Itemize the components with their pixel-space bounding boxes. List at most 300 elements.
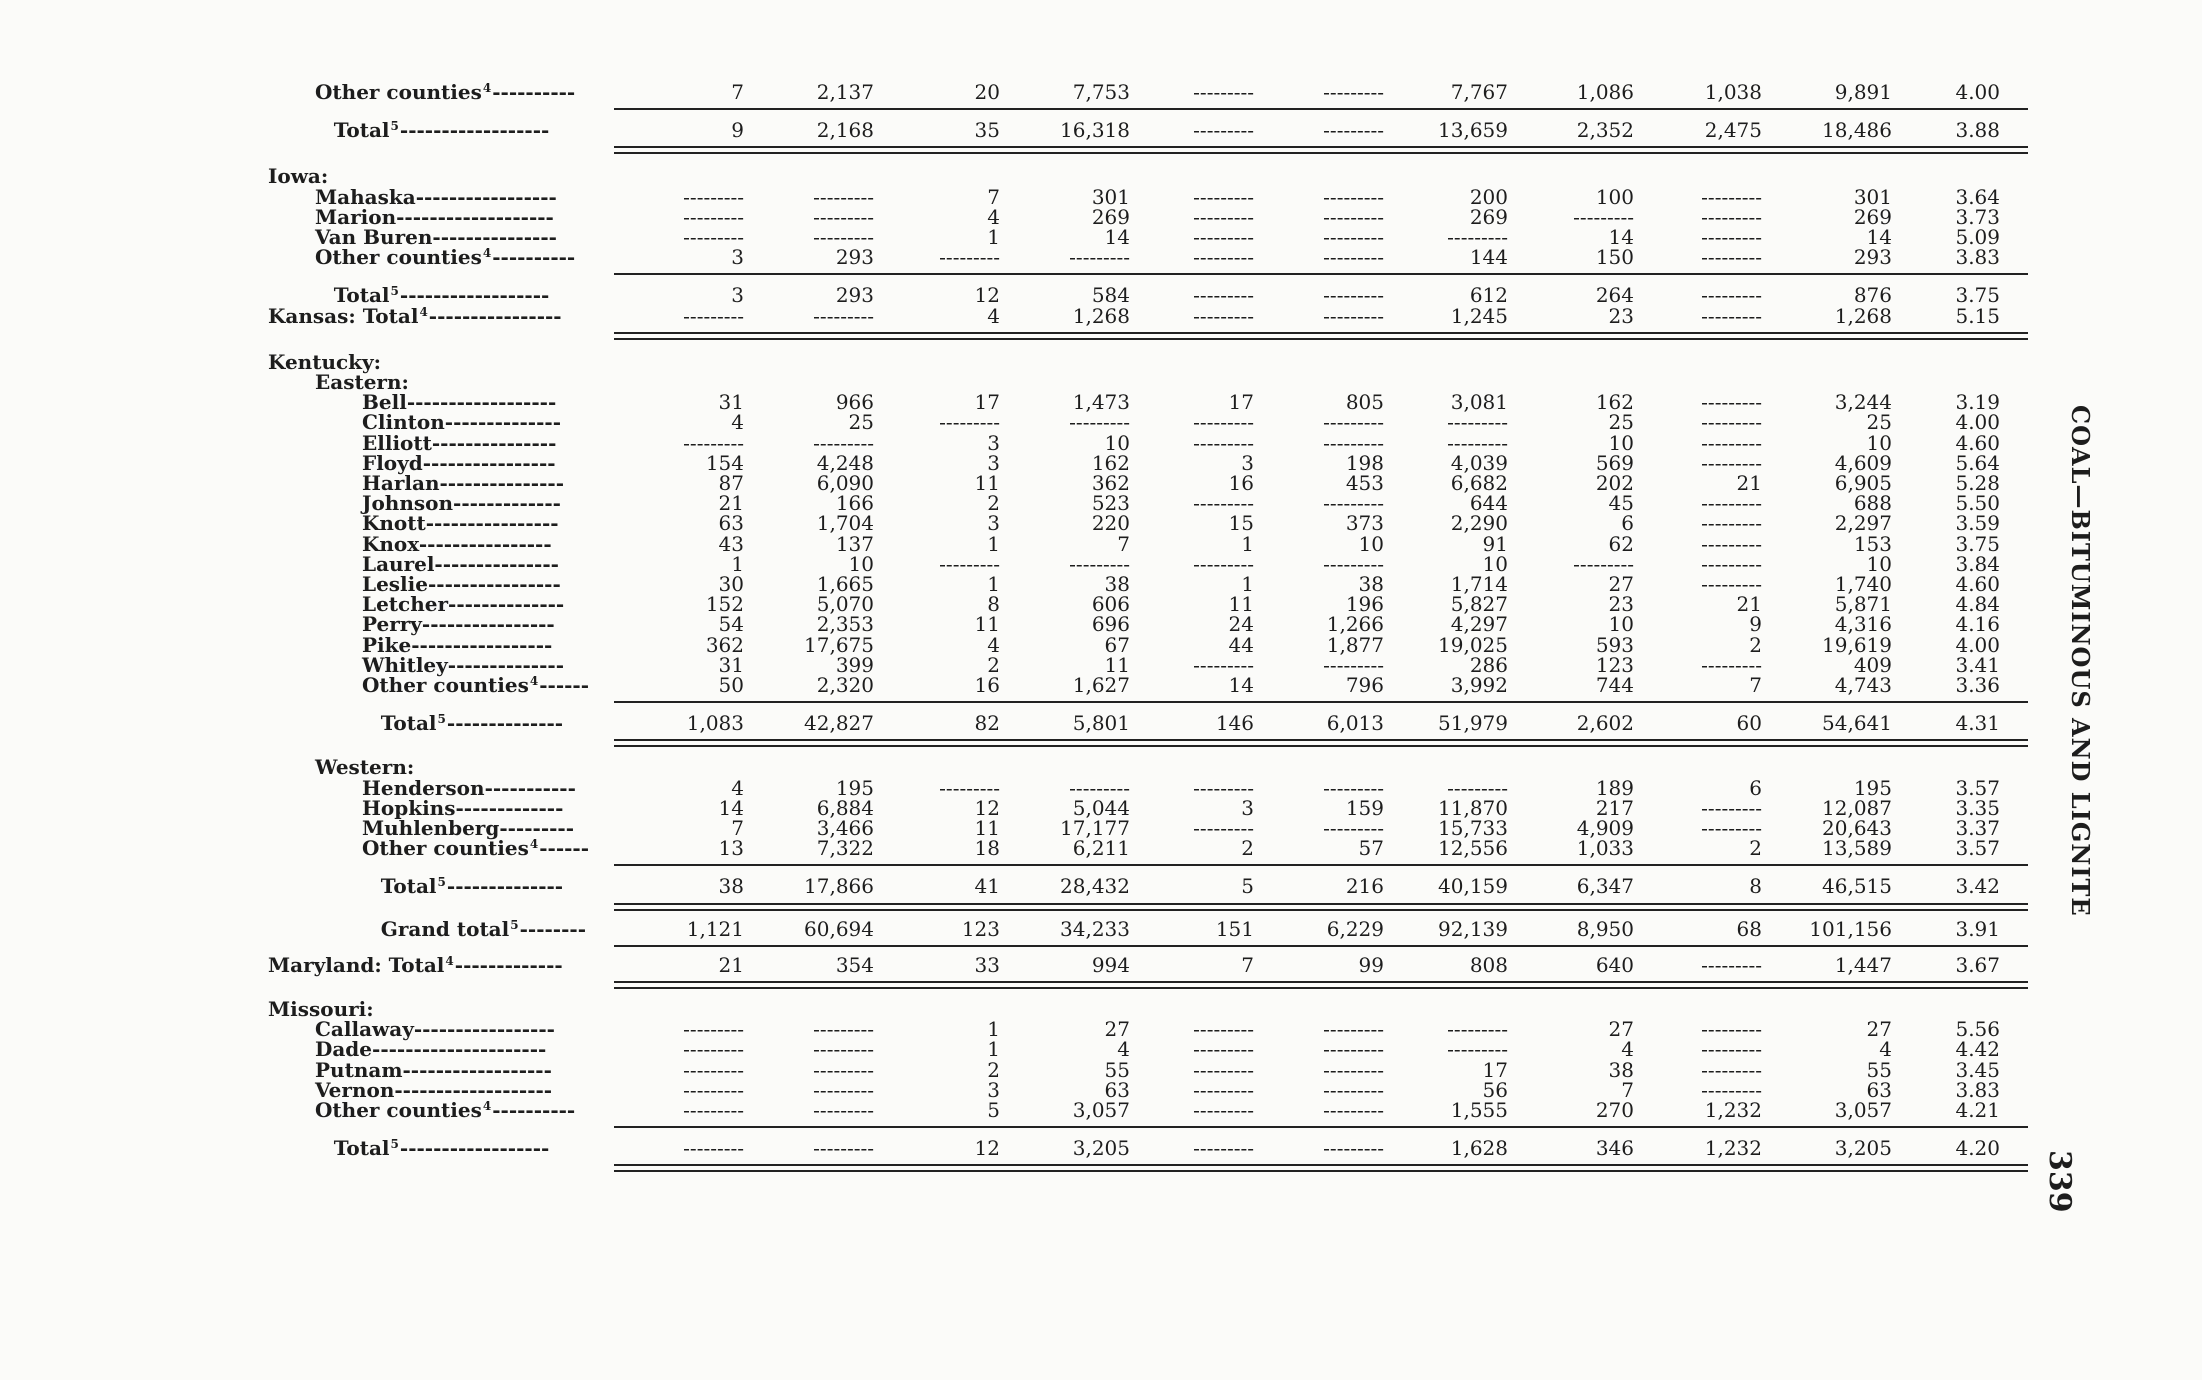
table-cell: --------- — [1193, 410, 1254, 435]
table-cell: 1,038 — [1704, 80, 1762, 104]
row-label — [315, 1017, 555, 1042]
double-rule — [614, 1164, 2028, 1166]
table-cell: 1,740 — [1834, 572, 1892, 596]
table-cell: 4 — [1879, 1037, 1892, 1062]
table-cell: 7,322 — [816, 836, 874, 861]
table-cell: 3.41 — [1955, 652, 2000, 677]
table-cell: 33 — [974, 952, 1000, 977]
table-cell: --------- — [683, 430, 744, 455]
leader-dots: ------ — [539, 836, 590, 861]
table-cell: 18 — [974, 836, 1000, 861]
table-cell: 3.75 — [1955, 531, 2000, 556]
table-cell: --------- — [1701, 204, 1762, 229]
row-label — [380, 916, 586, 942]
table-cell: 3.83 — [1955, 245, 2000, 270]
leader-dots: ------------------ — [399, 118, 550, 143]
row-label — [381, 713, 563, 736]
table-cell: 91 — [1482, 531, 1508, 556]
table-cell: 27 — [1608, 572, 1634, 596]
table-cell: --------- — [1193, 225, 1254, 249]
table-cell: 7 — [731, 816, 744, 840]
table-cell: 4.60 — [1955, 572, 2000, 596]
table-cell: 3.64 — [1955, 184, 2000, 209]
leader-dots: --------------- — [439, 471, 565, 495]
table-cell: 5.64 — [1955, 450, 2000, 475]
table-cell: --------- — [1323, 1077, 1384, 1102]
table-cell: 606 — [1091, 592, 1130, 617]
row-label-text: Bell — [362, 390, 407, 415]
table-cell: 7,767 — [1450, 80, 1508, 104]
table-cell: --------- — [1447, 410, 1508, 435]
table-cell: 4,909 — [1576, 816, 1634, 840]
table-cell: 5.28 — [1955, 471, 2000, 495]
table-cell: 21 — [1736, 592, 1762, 617]
table-cell: 3.42 — [1955, 874, 2000, 899]
table-cell: 3.59 — [1955, 511, 2000, 536]
table-cell: --------- — [813, 184, 874, 209]
table-cell: --------- — [1701, 450, 1762, 475]
leader-dots: ------------------- — [396, 204, 554, 229]
table-cell: 153 — [1853, 531, 1892, 556]
table-cell: 5 — [1241, 874, 1254, 899]
row-label — [315, 227, 557, 247]
table-cell: 195 — [835, 775, 874, 800]
table-cell: 11 — [974, 612, 1000, 637]
table-cell: 593 — [1595, 632, 1634, 657]
row-label-text: Other counties — [362, 836, 529, 861]
table-cell: 3 — [987, 1077, 1000, 1102]
table-cell: --------- — [939, 410, 1000, 435]
table-cell: 13,659 — [1438, 118, 1508, 143]
table-cell: --------- — [1193, 283, 1254, 308]
table-cell: 2,353 — [816, 612, 874, 637]
table-cell: 14 — [718, 795, 744, 820]
table-cell: --------- — [683, 225, 744, 249]
row-label-text: Dade — [315, 1037, 373, 1062]
table-cell: 5.15 — [1955, 303, 2000, 328]
table-cell: 9 — [1749, 612, 1762, 637]
table-cell: 2 — [1749, 836, 1762, 861]
table-cell: --------- — [1193, 204, 1254, 229]
table-cell: --------- — [1193, 1098, 1254, 1122]
footnote-marker: 5 — [390, 119, 399, 134]
table-cell: --------- — [1701, 572, 1762, 596]
table-cell: 3,992 — [1450, 673, 1508, 697]
table-cell: 123 — [961, 916, 1000, 941]
table-cell: 25 — [848, 410, 874, 435]
table-cell: 2 — [987, 491, 1000, 516]
table-cell: --------- — [1701, 952, 1762, 977]
table-cell: 196 — [1345, 592, 1384, 617]
row-label-text: Iowa: — [268, 164, 329, 189]
table-cell: --------- — [813, 1077, 874, 1102]
table-cell: 269 — [1091, 204, 1130, 229]
table-cell: 137 — [835, 531, 874, 556]
leader-dots: -------------- — [447, 652, 564, 677]
table-cell: 51,979 — [1438, 711, 1508, 736]
table-cell: 1 — [1241, 531, 1254, 556]
footnote-marker: 5 — [510, 917, 519, 932]
table-cell: 14 — [1104, 225, 1130, 249]
table-cell: 3.91 — [1955, 916, 2000, 941]
table-cell: 27 — [1608, 1017, 1634, 1042]
table-cell: 1,627 — [1072, 673, 1130, 697]
row-label-text: Johnson — [362, 491, 454, 516]
section-rule — [614, 864, 2028, 866]
table-cell: 2 — [1241, 836, 1254, 861]
table-cell: --------- — [1701, 1017, 1762, 1042]
table-cell: 5 — [987, 1098, 1000, 1122]
row-label-text: Western: — [315, 755, 415, 780]
table-cell: 15,733 — [1438, 816, 1508, 840]
table-cell: 11 — [974, 816, 1000, 840]
table-cell: 3.35 — [1955, 795, 2000, 820]
row-label-text: Knott — [362, 511, 426, 536]
table-cell: 6,211 — [1072, 836, 1130, 861]
table-cell: 1,473 — [1072, 390, 1130, 415]
table-cell: 269 — [1853, 204, 1892, 229]
row-label-text: Putnam — [315, 1057, 403, 1082]
table-cell: 1,555 — [1450, 1098, 1508, 1122]
footnote-marker: 4 — [482, 246, 492, 261]
table-cell: 38 — [1104, 572, 1130, 596]
table-cell: 220 — [1091, 511, 1130, 536]
table-cell: 3,466 — [816, 816, 874, 840]
double-rule — [614, 745, 2028, 747]
table-cell: 4 — [1117, 1037, 1130, 1062]
row-label-text: Muhlenberg — [362, 816, 500, 840]
table-cell: 11 — [1104, 652, 1130, 677]
table-cell: --------- — [1323, 1017, 1384, 1042]
table-cell: 16 — [1228, 471, 1254, 495]
table-cell: 4.16 — [1955, 612, 2000, 637]
table-cell: 10 — [1358, 531, 1384, 556]
page-number: 339 — [2042, 1150, 2077, 1213]
table-cell: 198 — [1345, 450, 1384, 475]
table-cell: --------- — [1193, 1037, 1254, 1062]
table-cell: 876 — [1853, 283, 1892, 308]
table-cell: 202 — [1595, 471, 1634, 495]
table-cell: --------- — [813, 1098, 874, 1122]
table-cell: --------- — [1573, 204, 1634, 229]
table-cell: 46,515 — [1822, 874, 1892, 899]
leader-dots: -------------- — [448, 592, 565, 617]
table-cell: 162 — [1595, 390, 1634, 415]
footnote-marker: 4 — [419, 304, 428, 319]
table-cell: 6,090 — [816, 471, 874, 495]
table-cell: 146 — [1215, 711, 1254, 736]
table-cell: 7 — [731, 80, 744, 104]
row-label — [334, 1138, 550, 1161]
row-label — [362, 592, 565, 617]
leader-dots: ---------- — [492, 1098, 576, 1122]
double-rule — [614, 909, 2028, 911]
table-cell: 6,229 — [1326, 916, 1384, 941]
table-cell: 6,013 — [1326, 711, 1384, 736]
table-cell: 62 — [1608, 531, 1634, 556]
table-cell: 25 — [1866, 410, 1892, 435]
table-cell: --------- — [1701, 390, 1762, 415]
section-rule — [614, 945, 2028, 947]
row-label — [268, 349, 382, 374]
table-cell: --------- — [1323, 225, 1384, 249]
table-cell: 154 — [705, 450, 744, 475]
table-cell: 3,244 — [1834, 390, 1892, 415]
table-cell: --------- — [1701, 410, 1762, 435]
table-cell: 99 — [1358, 952, 1384, 977]
row-label — [362, 652, 564, 677]
table-cell: 16,318 — [1060, 118, 1130, 143]
row-label — [362, 531, 552, 556]
table-cell: 4.84 — [1955, 592, 2000, 617]
table-cell: 10 — [1608, 430, 1634, 455]
table-cell: 35 — [974, 118, 1000, 143]
table-cell: 3 — [987, 511, 1000, 536]
table-cell: 43 — [718, 531, 744, 556]
table-cell: --------- — [1193, 491, 1254, 516]
table-cell: 87 — [718, 471, 744, 495]
double-rule — [614, 987, 2028, 989]
table-cell: 5,044 — [1072, 795, 1130, 820]
table-cell: 13 — [718, 836, 744, 861]
table-cell: 1 — [987, 1017, 1000, 1042]
table-cell: 166 — [835, 491, 874, 516]
table-cell: --------- — [813, 1037, 874, 1062]
table-cell: 101,156 — [1809, 916, 1892, 941]
table-cell: 63 — [1866, 1077, 1892, 1102]
table-cell: --------- — [1323, 551, 1384, 576]
leader-dots: ---------------- — [427, 572, 561, 596]
table-cell: 1,714 — [1450, 572, 1508, 596]
table-cell: 4 — [1621, 1037, 1634, 1062]
table-cell: --------- — [1323, 1136, 1384, 1161]
table-cell: --------- — [1447, 430, 1508, 455]
table-cell: --------- — [1069, 551, 1130, 576]
row-label — [315, 247, 575, 270]
double-rule — [614, 152, 2028, 154]
table-cell: --------- — [1193, 1077, 1254, 1102]
table-cell: 14 — [1228, 673, 1254, 697]
table-cell: 20 — [974, 80, 1000, 104]
table-cell: 12 — [974, 1136, 1000, 1161]
table-cell: 2 — [1749, 632, 1762, 657]
table-cell: --------- — [1193, 816, 1254, 840]
table-cell: 4.42 — [1955, 1037, 2000, 1062]
table-cell: 1 — [731, 551, 744, 576]
row-label-text: Marion — [315, 204, 397, 229]
table-cell: 6,905 — [1834, 471, 1892, 495]
leader-dots: ------------------ — [399, 283, 550, 308]
table-cell: 8 — [1749, 874, 1762, 899]
leader-dots: ---------------- — [428, 303, 562, 328]
table-cell: 50 — [718, 673, 744, 697]
table-cell: 41 — [974, 874, 1000, 899]
leader-dots: ------------------- — [394, 1077, 553, 1102]
row-label-text: Kansas: Total — [268, 303, 419, 328]
table-cell: 1,083 — [686, 711, 744, 736]
row-label-text: Floyd — [362, 450, 423, 475]
table-cell: 5.56 — [1955, 1017, 2000, 1042]
row-label — [362, 574, 561, 594]
double-rule — [614, 903, 2028, 905]
table-cell: 5,827 — [1450, 592, 1508, 617]
table-cell: 362 — [1091, 471, 1130, 495]
leader-dots: ------------- — [455, 795, 564, 820]
footnote-marker: 4 — [482, 1099, 492, 1113]
table-cell: --------- — [1323, 410, 1384, 435]
table-cell: 123 — [1595, 652, 1634, 677]
table-cell: 100 — [1595, 184, 1634, 209]
table-cell: 1,628 — [1450, 1136, 1508, 1161]
row-label-text: Van Buren — [315, 225, 433, 249]
table-cell: 584 — [1091, 283, 1130, 308]
table-cell: 2,320 — [816, 673, 874, 697]
leader-dots: ---------------- — [422, 450, 556, 475]
table-cell: --------- — [683, 1057, 744, 1082]
table-cell: 31 — [718, 390, 744, 415]
table-cell: 1,877 — [1326, 632, 1384, 657]
table-cell: --------- — [1701, 283, 1762, 308]
table-cell: --------- — [1323, 184, 1384, 209]
table-cell: 9 — [731, 118, 744, 143]
row-label — [362, 632, 553, 657]
table-cell: 301 — [1091, 184, 1130, 209]
table-cell: 399 — [835, 652, 874, 677]
row-label-text: Henderson — [362, 775, 485, 800]
row-label-text: Total — [333, 1136, 390, 1161]
table-cell: 4.21 — [1955, 1098, 2000, 1122]
table-cell: 354 — [835, 952, 874, 977]
leader-dots: --------------- — [432, 225, 557, 249]
table-cell: 1,086 — [1576, 80, 1634, 104]
table-cell: 19,619 — [1822, 632, 1892, 657]
row-label — [315, 1057, 552, 1082]
double-rule — [614, 981, 2028, 983]
footnote-marker: 5 — [390, 284, 399, 299]
table-cell: 38 — [1358, 572, 1384, 596]
table-cell: 55 — [1104, 1057, 1130, 1082]
leader-dots: ---------------- — [418, 531, 552, 556]
table-cell: --------- — [1701, 1077, 1762, 1102]
table-cell: 3,081 — [1450, 390, 1508, 415]
footnote-marker: 5 — [437, 712, 446, 727]
table-cell: 68 — [1736, 916, 1762, 941]
leader-dots: ------------------ — [399, 1136, 550, 1161]
table-cell: 6 — [1749, 775, 1762, 800]
table-cell: 4.00 — [1955, 80, 2000, 104]
table-cell: --------- — [1701, 303, 1762, 328]
row-label-text: Vernon — [315, 1077, 395, 1102]
table-cell: 82 — [974, 711, 1000, 736]
row-label — [362, 450, 556, 475]
footnote-marker: 4 — [482, 81, 492, 95]
table-cell: --------- — [1701, 491, 1762, 516]
row-label — [362, 430, 557, 455]
table-cell: --------- — [813, 430, 874, 455]
table-cell: 1 — [987, 572, 1000, 596]
table-cell: --------- — [1193, 184, 1254, 209]
table-cell: 1,121 — [686, 916, 744, 941]
row-label — [362, 775, 576, 800]
table-cell: --------- — [1323, 652, 1384, 677]
table-cell: 42,827 — [804, 711, 874, 736]
table-cell: 63 — [718, 511, 744, 536]
table-cell: 409 — [1853, 652, 1892, 677]
row-label — [315, 184, 557, 209]
table-cell: 293 — [835, 245, 874, 270]
row-label-text: Eastern: — [315, 370, 409, 394]
table-cell: 60,694 — [804, 916, 874, 941]
row-label-text: Other counties — [315, 1098, 482, 1122]
table-cell: 7 — [1117, 531, 1130, 556]
table-cell: 2,290 — [1450, 511, 1508, 536]
table-cell: 3.73 — [1955, 204, 2000, 229]
table-cell: 10 — [1866, 551, 1892, 576]
table-cell: 696 — [1091, 612, 1130, 637]
table-cell: 966 — [835, 390, 874, 415]
row-label — [315, 755, 415, 780]
table-cell: 994 — [1091, 952, 1130, 977]
table-cell: 3.45 — [1955, 1057, 2000, 1082]
row-label-text: Other counties — [315, 245, 482, 270]
footnote-marker: 4 — [529, 837, 539, 852]
leader-dots: --------------------- — [372, 1037, 547, 1062]
table-cell: 28,432 — [1060, 874, 1130, 899]
table-cell: --------- — [1701, 225, 1762, 249]
table-cell: --------- — [1323, 118, 1384, 143]
table-cell: 4.00 — [1955, 410, 2000, 435]
table-cell: --------- — [683, 1098, 744, 1122]
table-cell: 1 — [987, 531, 1000, 556]
table-cell: 10 — [1608, 612, 1634, 637]
table-cell: --------- — [683, 204, 744, 229]
table-cell: 293 — [835, 283, 874, 308]
table-cell: 4 — [987, 303, 1000, 328]
table-cell: 3.19 — [1955, 390, 2000, 415]
table-cell: 2 — [987, 1057, 1000, 1082]
row-label-text: Maryland: Total — [268, 952, 445, 977]
table-cell: 7,753 — [1072, 80, 1130, 104]
table-cell: --------- — [1193, 652, 1254, 677]
table-cell: 3 — [1241, 795, 1254, 820]
table-cell: 6,682 — [1450, 471, 1508, 495]
row-label — [315, 82, 575, 105]
table-cell: --------- — [1193, 118, 1254, 143]
row-label — [362, 473, 564, 493]
table-cell: --------- — [1447, 775, 1508, 800]
table-cell: 24 — [1228, 612, 1254, 637]
table-cell: 14 — [1866, 225, 1892, 249]
leader-dots: --------- — [499, 816, 575, 840]
table-cell: --------- — [683, 1077, 744, 1102]
leader-dots: --------------- — [431, 430, 557, 455]
table-cell: 63 — [1104, 1077, 1130, 1102]
section-rule — [614, 701, 2028, 703]
table-cell: 1,268 — [1834, 303, 1892, 328]
row-label — [268, 952, 563, 978]
table-cell: 523 — [1091, 491, 1130, 516]
table-cell: --------- — [1323, 80, 1384, 104]
section-rule — [614, 1126, 2028, 1128]
table-cell: 1,266 — [1326, 612, 1384, 637]
table-cell: 2 — [987, 652, 1000, 677]
table-cell: 27 — [1866, 1017, 1892, 1042]
table-cell: --------- — [1323, 245, 1384, 270]
table-cell: --------- — [1069, 775, 1130, 800]
table-cell: 3 — [987, 450, 1000, 475]
table-cell: --------- — [1573, 551, 1634, 576]
table-cell: 17,177 — [1060, 816, 1130, 840]
